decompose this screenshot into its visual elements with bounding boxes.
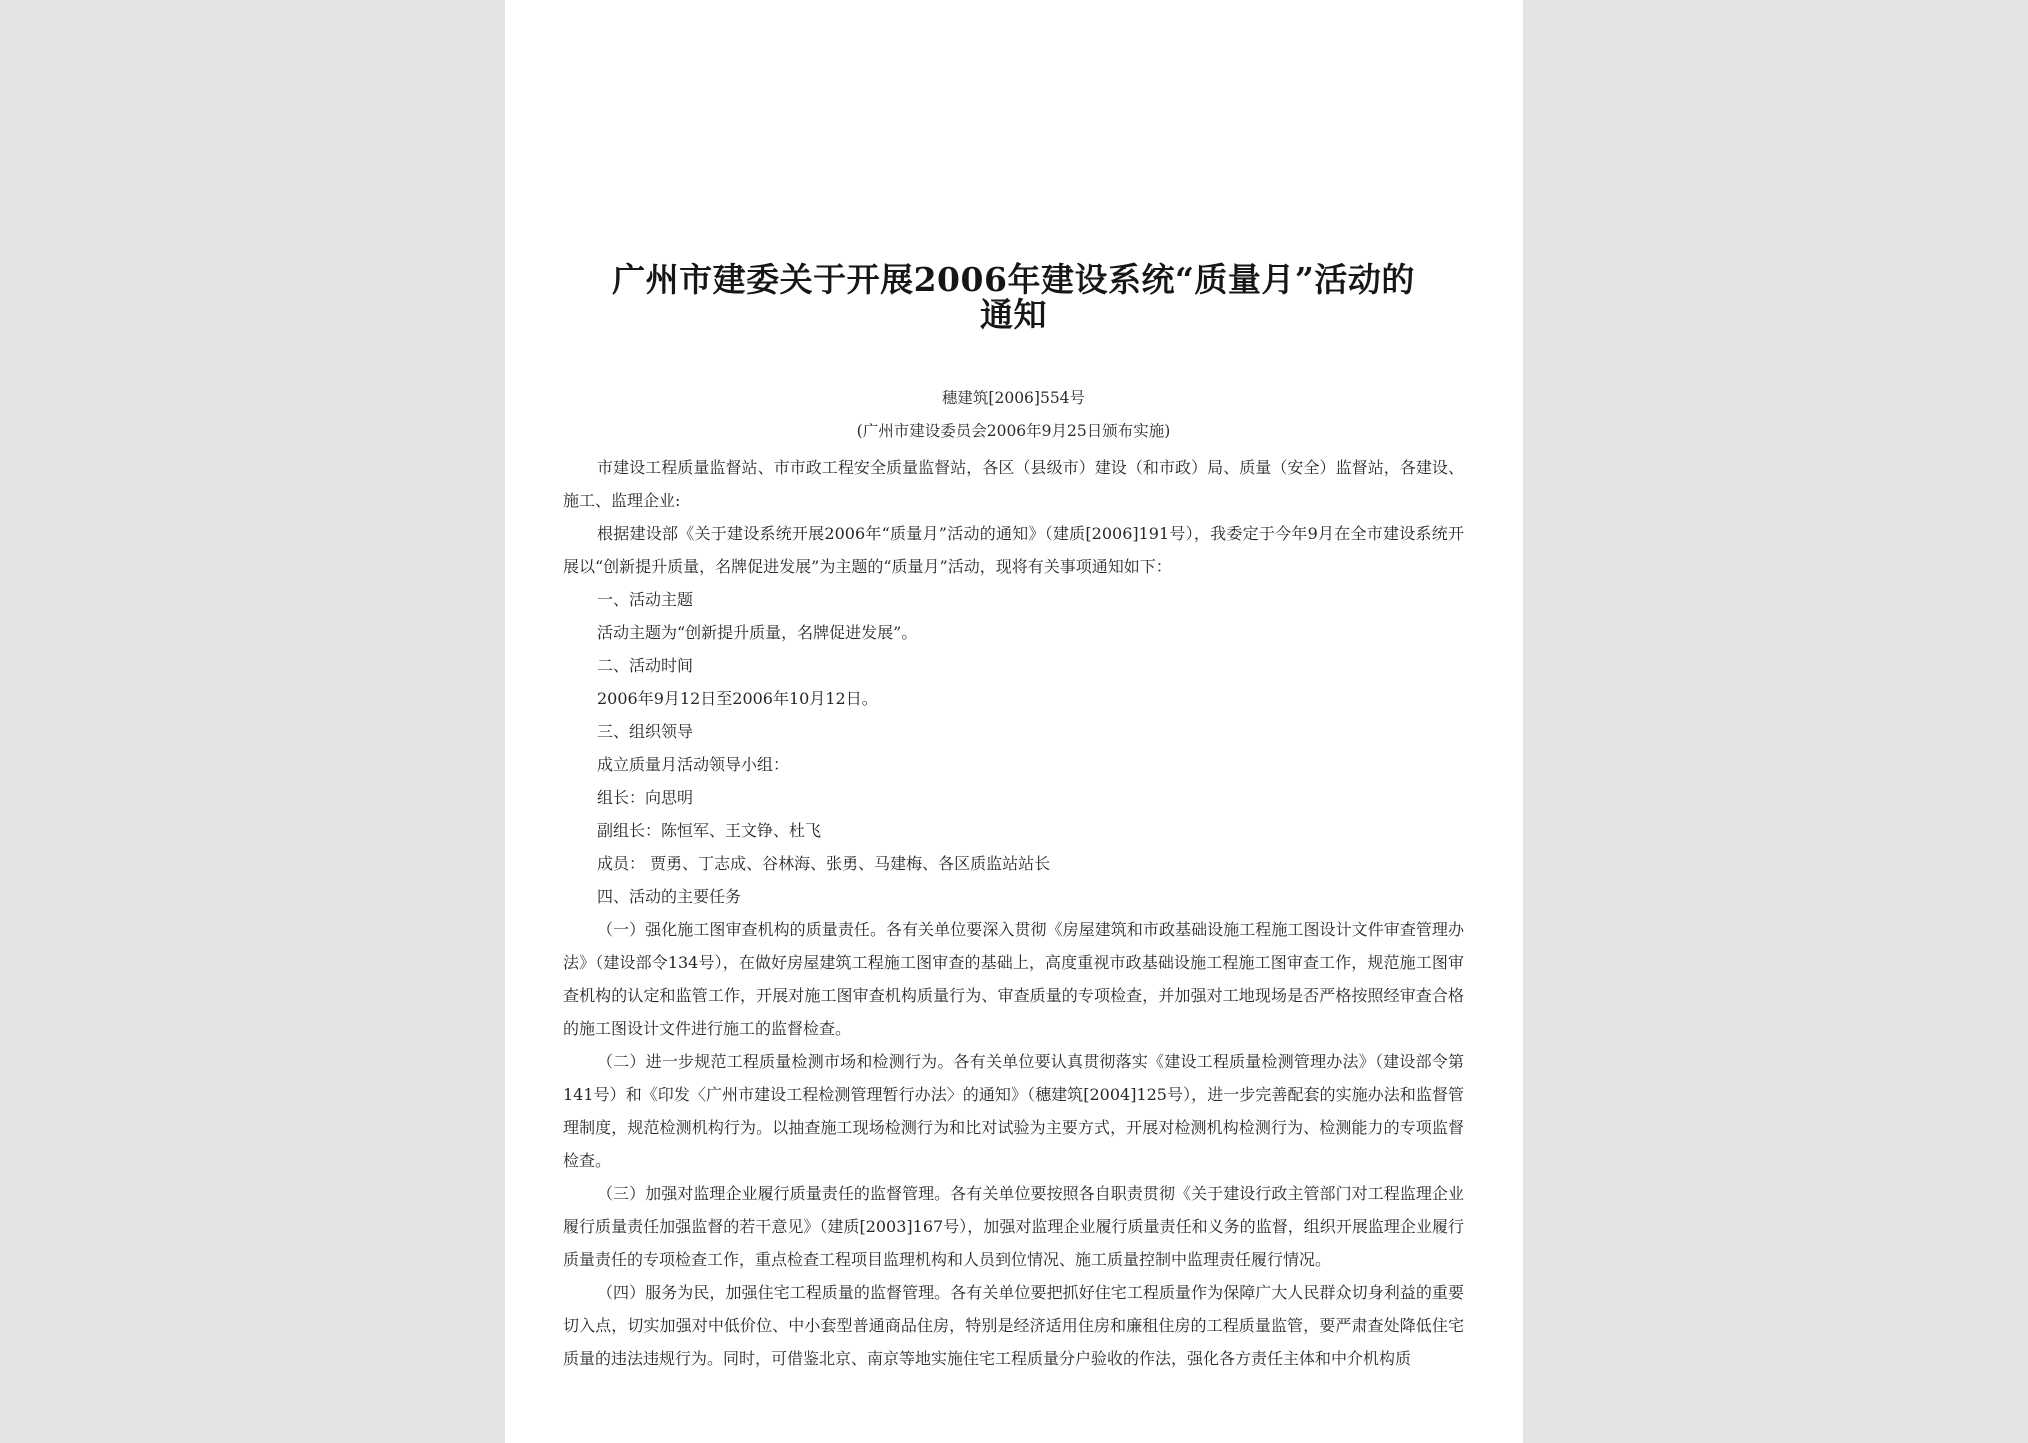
- paragraph-intro: 根据建设部《关于建设系统开展2006年“质量月”活动的通知》（建质[2006]191号），我委定于今年9月在全市建设系统开展以“创新提升质量，名牌促进发展”为主题的“质量月”活动，现将有关事项通知如下：: [563, 524, 1464, 576]
- paragraph: （四）服务为民，加强住宅工程质量的监督管理。各有关单位要把抓好住宅工程质量作为保障广大人民群众切身利益的重要切入点，切实加强对中低价位、中小套型普通商品住房，特别是经济适用住房和廉租住房的工程质量监管，要严肃查处降低住宅质量的违法违规行为。同时，可借鉴北京、南京等地实施住宅工程质量分户验收的作法，强化各方责任主体和中介机构质: [563, 1283, 1464, 1368]
- section-heading: 二、活动时间: [597, 656, 694, 675]
- paragraph: 成员： 贾勇、丁志成、谷林海、张勇、马建梅、各区质监站站长: [597, 854, 1051, 873]
- paragraph-addressees: 市建设工程质量监督站、市市政工程安全质量监督站，各区（县级市）建设（和市政）局、质量（安全）监督站，各建设、施工、监理企业:: [563, 458, 1464, 510]
- paragraph: （一）强化施工图审查机构的质量责任。各有关单位要深入贯彻《房屋建筑和市政基础设施工程施工图设计文件审查管理办法》（建设部令134号），在做好房屋建筑工程施工图审查的基础上，高度重视市政基础设施工程施工图审查工作，规范施工图审查机构的认定和监管工作，开展对施工图审查机构质量行为、审查质量的专项检查，并加强对工地现场是否严格按照经审查合格的施工图设计文件进行施工的监督检查。: [563, 920, 1464, 1038]
- paragraph: 成立质量月活动领导小组：: [597, 755, 790, 774]
- document-title: [563, 262, 1464, 332]
- section-heading: 一、活动主题: [597, 590, 694, 609]
- section-heading: 四、活动的主要任务: [597, 887, 742, 906]
- document-body: [563, 451, 1464, 1375]
- section-heading: 三、组织领导: [597, 722, 694, 741]
- paragraph: （二）进一步规范工程质量检测市场和检测行为。各有关单位要认真贯彻落实《建设工程质量检测管理办法》（建设部令第141号）和《印发〈广州市建设工程检测管理暂行办法〉的通知》（穗建筑[2004]125号），进一步完善配套的实施办法和监督管理制度，规范检测机构行为。以抽查施工现场检测行为和比对试验为主要方式，开展对检测机构检测行为、检测能力的专项监督检查。: [563, 1052, 1464, 1170]
- document-number: 穗建筑[2006]554号: [941, 389, 1086, 407]
- paragraph: 2006年9月12日至2006年10月12日。: [597, 689, 878, 708]
- paragraph: 组长：向思明: [597, 788, 694, 807]
- title-line-2: 通知: [980, 295, 1047, 334]
- document-page: [505, 0, 1523, 1443]
- paragraph: （三）加强对监理企业履行质量责任的监督管理。各有关单位要按照各自职责贯彻《关于建设行政主管部门对工程监理企业履行质量责任加强监督的若干意见》（建质[2003]167号），加强对监理企业履行质量责任和义务的监督，组织开展监理企业履行质量责任的专项检查工作，重点检查工程项目监理机构和人员到位情况、施工质量控制中监理责任履行情况。: [563, 1184, 1464, 1269]
- paragraph: 副组长：陈恒军、王文铮、杜飞: [597, 821, 822, 840]
- issue-statement: (广州市建设委员会2006年9月25日颁布实施): [856, 422, 1171, 440]
- paragraph: 活动主题为“创新提升质量，名牌促进发展”。: [597, 623, 918, 642]
- title-line-1: 广州市建委关于开展2006年建设系统“质量月”活动的: [612, 260, 1415, 299]
